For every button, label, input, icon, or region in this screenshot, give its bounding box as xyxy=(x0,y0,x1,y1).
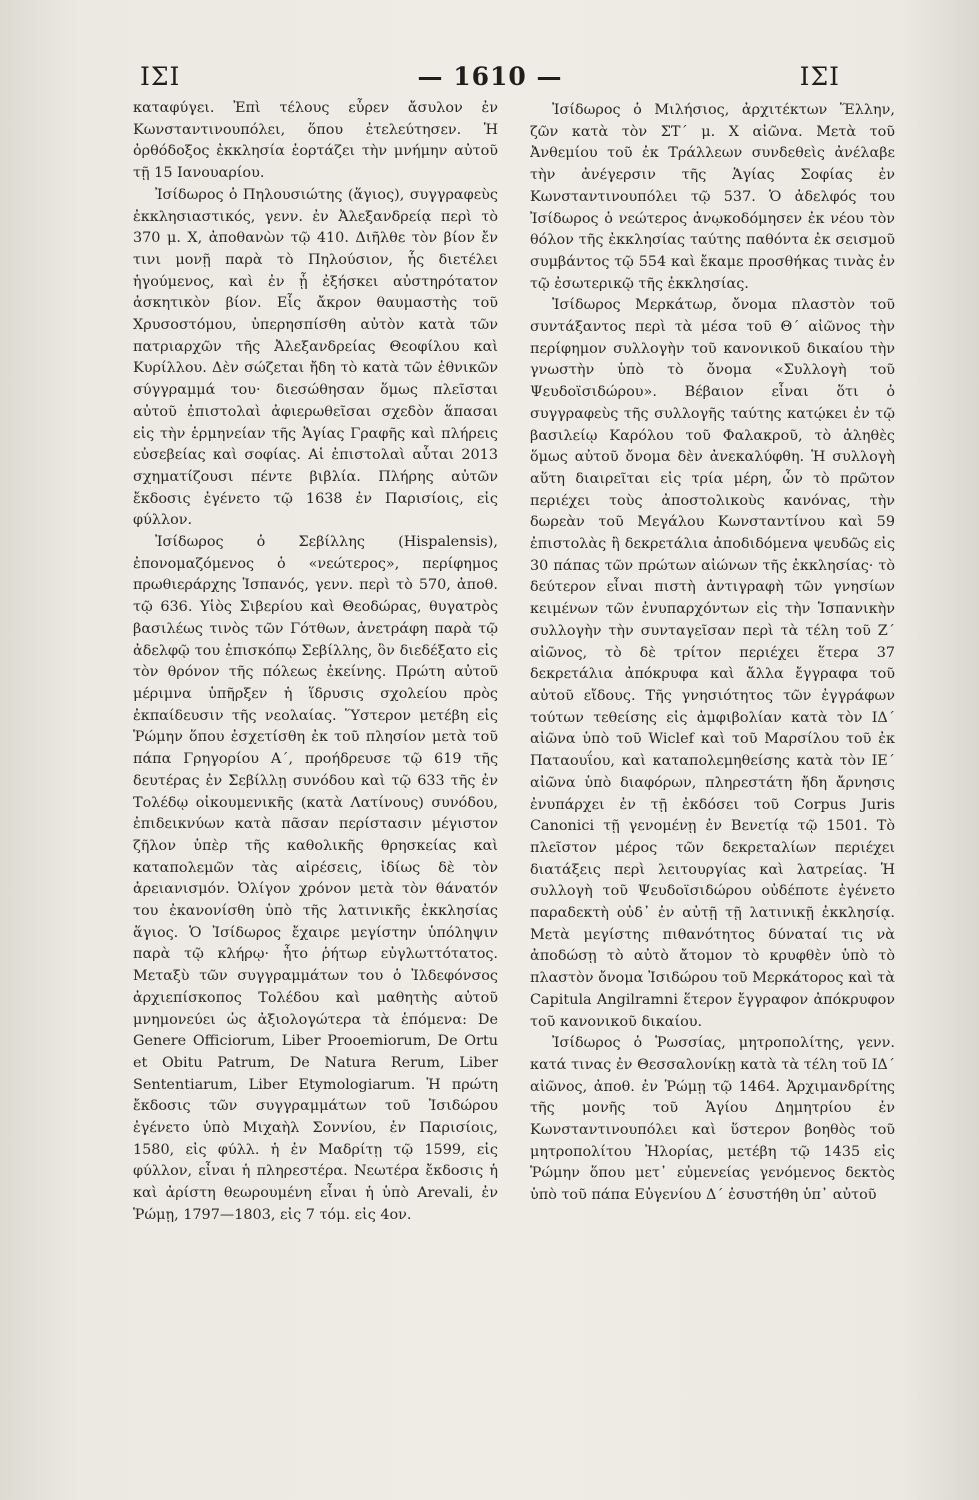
entry-isidoros-rossias: Ἰσίδωρος ὁ Ῥωσσίας, μητροπολίτης, γενν. κατά τινας ἐν Θεσσαλονίκῃ κατὰ τὰ τέλη τοῦ ΙΔ΄ αἰῶνος, ἀποθ. ἐν Ῥώμῃ τῷ 1464. Ἀρχιμανδρίτης τῆς μονῆς τοῦ Ἁγίου Δημητρίου ἐν Κωνσταντινουπόλει καὶ ὕστερον βοηθὸς τοῦ μητροπολίτου Ἠλορίας, μετέβη τῷ 1435 εἰς Ῥώμην ὅπου μετ᾽ εὐμενείας γενόμενος δεκτὸς ὑπὸ τοῦ πάπα Εὐγενίου Δ΄ ἐσυστήθη ὑπ᾽ αὐτοῦ xyxy=(530,1035,895,1204)
left-paragraph-1: καταφύγει. Ἐπὶ τέλους εὗρεν ἄσυλον ἐν Κωνσταντινουπόλει, ὅπου ἐτελεύτησεν. Ἡ ὀρθόδοξος ἐκκλησία ἑορτάζει τὴν μνήμην αὐτοῦ τῇ 15 Ιανουαρίου. xyxy=(133,100,498,182)
entry-isidoros-sevilles: Ἰσίδωρος ὁ Σεβίλλης (Hispalensis), ἐπονομαζόμενος ὁ «νεώτερος», περίφημος πρωθιεράρχης Ἱσπανός, γενν. περὶ τὸ 570, ἀποθ. τῷ 636. Υἱὸς Σιβερίου καὶ Θεοδώρας, θυγατρὸς βασιλέως τινὸς τῶν Γότθων, ἀνετράφη παρὰ τῷ ἀδελφῷ του ἐπισκόπῳ Σεβίλλης, ὃν διεδέξατο εἰς τὸν θρόνον τῆς πόλεως ἐκείνης. Πρώτη αὐτοῦ μέριμνα ὑπῆρξεν ἡ ἵδρυσις σχολείου πρὸς ἐκπαίδευσιν τῆς νεολαίας. Ὕστερον μετέβη εἰς Ῥώμην ὅπου ἐσχετίσθη ἐκ τοῦ πλησίον μετὰ τοῦ πάπα Γρηγορίου Α΄, προήδρευσε τῷ 619 τῆς δευτέρας ἐν Σεβίλλῃ συνόδου καὶ τῷ 633 τῆς ἐν Τολέδῳ οἰκουμενικῆς (κατὰ Λατίνους) συνόδου, ἐπιδεικνύων κατὰ πᾶσαν περίστασιν μέγιστον ζῆλον ὑπὲρ τῆς καθολικῆς θρησκείας καὶ καταπολεμῶν τὰς αἱρέσεις, ἰδίως δὲ τὸν ἀρειανισμόν. Ὀλίγον χρόνον μετὰ τὸν θάνατόν του ἐκανονίσθη ὑπὸ τῆς λατινικῆς ἐκκλησίας ἅγιος. Ὁ Ἰσίδωρος ἔχαιρε μεγίστην ὑπόληψιν παρὰ τῷ κλήρῳ· ἦτο ῥήτωρ εὐγλωττότατος. Μεταξὺ τῶν συγγραμμάτων του ὁ Ἰλδεφόνσος ἀρχιεπίσκοπος Τολέδου καὶ μαθητὴς αὐτοῦ μνημονεύει ὡς ἀξιολογώτερα τὰ ἑπόμενα: De Genere Officiorum, Liber Prooemiorum, De Ortu et Obitu Patrum, De Natura Rerum, Liber Sententiarum, Liber Etymologiarum. Ἡ πρώτη ἔκδοσις τῶν συγγραμμάτων τοῦ Ἰσιδώρου ἐγένετο ὑπὸ Μιχαὴλ Σοννίου, ἐν Παρισίοις, 1580, εἰς φύλλ. ἡ ἐν Μαδρίτῃ τῷ 1599, εἰς φύλλον, εἶναι ἡ πληρεστέρα. Νεωτέρα ἔκδοσις ἡ καὶ ἀρίστη θεωρουμένη εἶναι ἡ ὑπὸ Arevali, ἐν Ῥώμῃ, 1797—1803, εἰς 7 τόμ. εἰς 4ον. xyxy=(133,534,498,1223)
left-column xyxy=(133,98,498,1227)
running-header xyxy=(140,56,840,96)
header-right-keyword: ΙΣΙ xyxy=(799,61,840,91)
header-left-keyword: ΙΣΙ xyxy=(140,61,181,91)
entry-isidoros-merkator: Ἰσίδωρος Μερκάτωρ, ὄνομα πλαστὸν τοῦ συντάξαντος περὶ τὰ μέσα τοῦ Θ΄ αἰῶνος τὴν περίφημον συλλογὴν τοῦ κανονικοῦ δικαίου τὴν γνωστὴν ὑπὸ τὸ ὄνομα «Συλλογὴ τοῦ Ψευδοϊσιδώρου». Βέβαιον εἶναι ὅτι ὁ συγγραφεὺς τῆς συλλογῆς ταύτης κατῴκει ἐν τῷ βασιλείῳ Καρόλου τοῦ Φαλακροῦ, τὸ ἀληθὲς ὅμως αὐτοῦ ὄνομα δὲν ἀνεκαλύφθη. Ἡ συλλογὴ αὕτη διαιρεῖται εἰς τρία μέρη, ὧν τὸ πρῶτον περιέχει τοὺς ἀποστολικοὺς κανόνας, τὴν δωρεὰν τοῦ Μεγάλου Κωνσταντίνου καὶ 59 ἐπιστολὰς ἢ δεκρετάλια ἀποδιδόμενα ψευδῶς εἰς 30 πάπας τῶν πρώτων αἰώνων τῆς ἐκκλησίας· τὸ δεύτερον εἶναι πιστὴ ἀντιγραφὴ τῶν γνησίων κειμένων τῶν ἐνυπαρχόντων εἰς τὴν Ἱσπανικὴν συλλογὴν τὴν συνταγεῖσαν περὶ τὰ τέλη τοῦ Ζ΄ αἰῶνος, τὸ δὲ τρίτον περιέχει ἕτερα 37 δεκρετάλια ἀπόκρυφα καὶ ἄλλα ἔγγραφα τοῦ αὐτοῦ εἴδους. Τῆς γνησιότητος τῶν ἐγγράφων τούτων τεθείσης εἰς ἀμφιβολίαν κατὰ τὸν ΙΔ΄ αἰῶνα ὑπὸ τοῦ Wiclef καὶ τοῦ Μαρσίλου τοῦ ἐκ Παταουΐου, καὶ καταπολεμηθείσης κατὰ τὸν ΙΕ΄ αἰῶνα ὑπὸ διαφόρων, πληρεστάτη ἤδη ἄρνησις ἐνυπάρχει ἐν τῇ ἐκδόσει τοῦ Corpus Juris Canonici τῇ γενομένῃ ἐν Βενετίᾳ τῷ 1501. Τὸ πλεῖστον μέρος τῶν δεκρεταλίων περιέχει διατάξεις περὶ λειτουργίας καὶ λατρείας. Ἡ συλλογὴ τοῦ Ψευδοϊσιδώρου οὐδέποτε ἐγένετο παραδεκτὴ οὐδ᾽ ἐν αὐτῇ τῇ λατινικῇ ἐκκλησίᾳ. Μετὰ μεγίστης πιθανότητος δύναταί τις νὰ ἀποδώσῃ τὸ αὐτὸ ἄτομον τὸ κρυφθὲν ὑπὸ τὸ πλαστὸν ὄνομα Ἰσιδώρου τοῦ Μερκάτορος καὶ τὰ Capitula Angilramni ἕτερον ἔγγραφον ἀπόκρυφον τοῦ κανονικοῦ δικαίου. xyxy=(530,297,895,1030)
entry-isidoros-milesios: Ἰσίδωρος ὁ Μιλήσιος, ἀρχιτέκτων Ἕλλην, ζῶν κατὰ τὸν ΣΤ΄ μ. Χ αἰῶνα. Μετὰ τοῦ Ἀνθεμίου τοῦ ἐκ Τράλλεων συνδεθεὶς ἀνέλαβε τὴν ἀνέγερσιν τῆς Ἁγίας Σοφίας ἐν Κωνσταντινουπόλει τῷ 537. Ὁ ἀδελφός του Ἰσίδωρος ὁ νεώτερος ἀνῳκοδόμησεν ἐκ νέου τὸν θόλον τῆς ἐκκλησίας ταύτης παθόντα ἐκ σεισμοῦ συμβάντος τῷ 554 καὶ ἔκαμε προσθήκας τινὰς ἐν τῷ ἐσωτερικῷ τῆς ἐκκλησίας. xyxy=(530,102,895,292)
entry-isidoros-pelousiotes: Ἰσίδωρος ὁ Πηλουσιώτης (ἅγιος), συγγραφεὺς ἐκκλησιαστικός, γενν. ἐν Ἀλεξανδρείᾳ περὶ τὸ 370 μ. Χ, ἀποθανὼν τῷ 410. Διῆλθε τὸν βίον ἔν τινι μονῇ παρὰ τὸ Πηλούσιον, ἧς διετέλει ἡγούμενος, καὶ ἐν ᾗ ἐξήσκει αὐστηρότατον ἀσκητικὸν βίον. Εἷς ἄκρον θαυμαστὴς τοῦ Χρυσοστόμου, ὑπερησπίσθη αὐτὸν κατὰ τῶν πατριαρχῶν τῆς Ἀλεξανδρείας Θεοφίλου καὶ Κυρίλλου. Δὲν σώζεται ἤδη τὸ κατὰ τῶν ἐθνικῶν σύγγραμμά του· διεσώθησαν ὅμως πλεῖσται αὐτοῦ ἐπιστολαὶ ἀφιερωθεῖσαι σχεδὸν ἅπασαι εἰς τὴν ἑρμηνείαν τῆς Ἁγίας Γραφῆς καὶ πλήρεις εὐσεβείας καὶ σοφίας. Αἱ ἐπιστολαὶ αὗται 2013 σχηματίζουσι πέντε βιβλία. Πλήρης αὐτῶν ἔκδοσις ἐγένετο τῷ 1638 ἐν Παρισίοις, εἰς φύλλον. xyxy=(133,186,498,529)
page-number: — 1610 — xyxy=(417,61,563,91)
right-column xyxy=(530,100,895,1207)
